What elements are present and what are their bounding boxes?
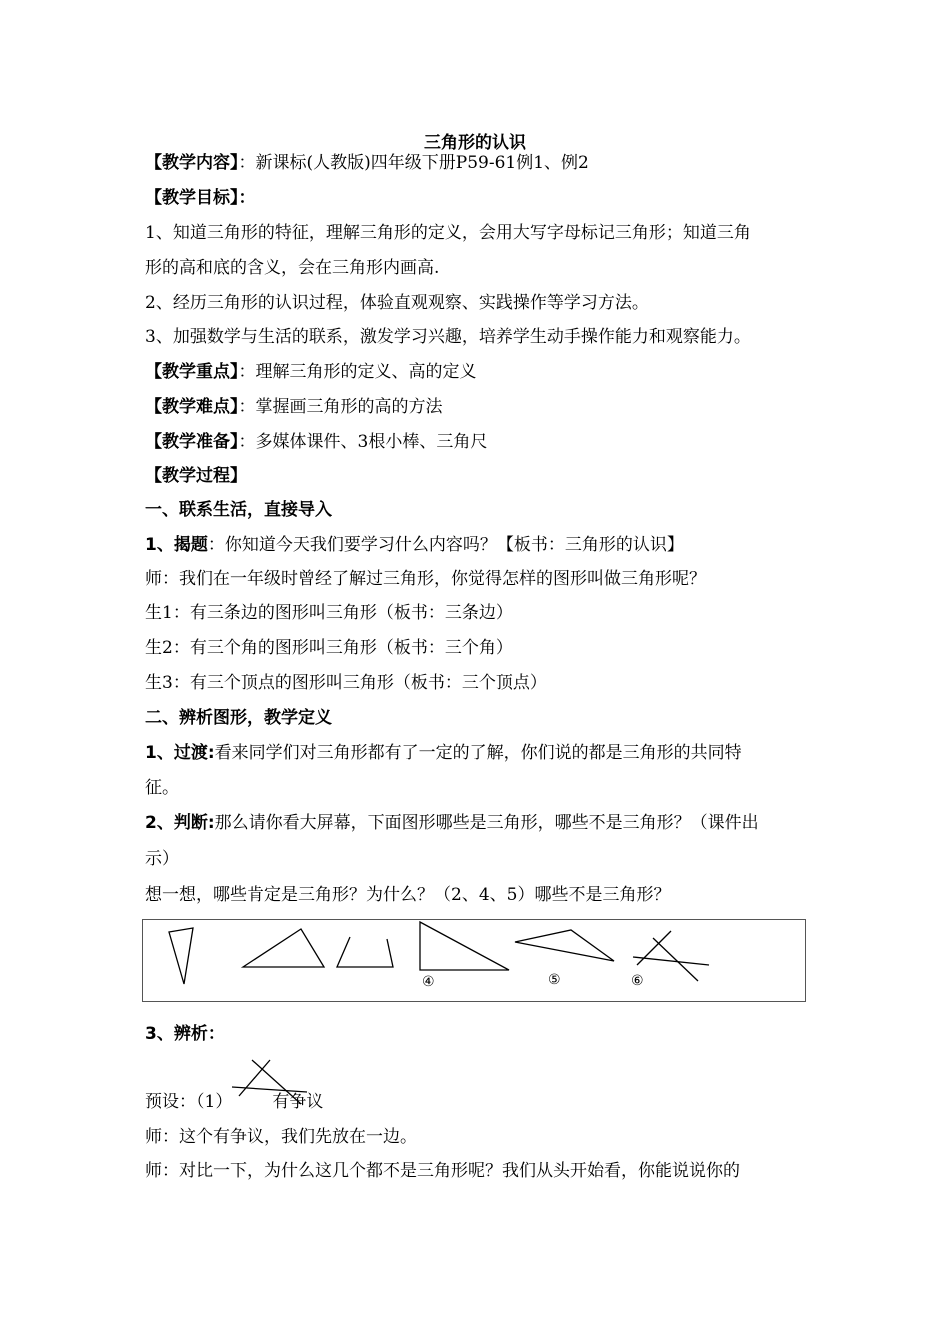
section-2-heading: 二、辨析图形，教学定义	[145, 708, 332, 728]
teaching-process-heading: 【教学过程】	[145, 466, 247, 486]
preset-paren: ）	[215, 1092, 233, 1112]
goal-item-1-cont: 形的高和底的含义，会在三角形内画高.	[145, 258, 440, 278]
teaching-content-label: 【教学内容】	[145, 153, 239, 173]
think-question: 想一想，哪些肯定是三角形？为什么？（2、4、5）哪些不是三角形？	[145, 885, 671, 905]
reveal-topic-label: 1、揭题	[145, 535, 208, 555]
shape-5-obtuse-triangle	[515, 930, 614, 961]
teaching-goals-heading	[145, 187, 256, 209]
teaching-prep	[145, 431, 487, 453]
teaching-focus	[145, 361, 477, 383]
teaching-difficulty	[145, 396, 443, 418]
teaching-goals-colon: ：	[238, 188, 256, 208]
transition-text: 看来同学们对三角形都有了一定的了解，你们说的都是三角形的共同特	[214, 743, 742, 763]
figure-label-6: ⑥	[631, 973, 644, 989]
preset-suffix: 有争议	[272, 1092, 324, 1112]
teaching-content-text: ：新课标(人教版)四年级下册P59-61例1、例2	[238, 153, 589, 173]
teaching-content	[145, 152, 589, 174]
shape-1-narrow-triangle	[169, 928, 193, 984]
reveal-topic	[145, 534, 684, 556]
student-line-2: 生2：有三个角的图形叫三角形（板书：三个角）	[145, 638, 513, 658]
judge-line-cont: 示）	[145, 849, 179, 869]
student-line-1: 生1：有三条边的图形叫三角形（板书：三条边）	[145, 603, 513, 623]
teacher-line-3: 师：对比一下，为什么这几个都不是三角形呢？我们从头开始看，你能说说你的	[145, 1161, 740, 1181]
teaching-difficulty-label: 【教学难点】	[145, 397, 239, 417]
transition-line-cont: 征。	[145, 778, 179, 798]
goal-item-1: 1、知道三角形的特征，理解三角形的定义，会用大写字母标记三角形；知道三角	[145, 223, 751, 243]
teaching-focus-text: ：理解三角形的定义、高的定义	[238, 362, 477, 382]
teaching-difficulty-text: ：掌握画三角形的高的方法	[238, 397, 443, 417]
goal-item-2: 2、经历三角形的认识过程，体验直观观察、实践操作等学习方法。	[145, 293, 649, 313]
teaching-focus-label: 【教学重点】	[145, 362, 239, 382]
preset-line	[145, 1091, 323, 1113]
teacher-line-1: 师：我们在一年级时曾经了解过三角形，你觉得怎样的图形叫做三角形呢？	[145, 569, 706, 589]
figure-label-4: ④	[422, 974, 435, 990]
preset-prefix: 预设：（1	[145, 1092, 216, 1112]
judge-text: 那么请你看大屏幕，下面图形哪些是三角形，哪些不是三角形？（课件出	[214, 813, 759, 833]
shape-2-triangle	[243, 929, 324, 967]
student-line-3: 生3：有三个顶点的图形叫三角形（板书：三个顶点）	[145, 673, 547, 693]
shape-3-open-figure	[337, 937, 393, 967]
judge-line	[145, 812, 759, 834]
transition-label: 1、过渡:	[145, 743, 215, 763]
shapes-figure	[142, 919, 806, 1002]
figure-label-5: ⑤	[548, 972, 561, 988]
teaching-prep-text: ：多媒体课件、3根小棒、三角尺	[238, 432, 488, 452]
teacher-line-2: 师：这个有争议，我们先放在一边。	[145, 1127, 417, 1147]
section-1-heading: 一、联系生活，直接导入	[145, 500, 332, 520]
teaching-goals-label: 【教学目标】	[145, 188, 239, 208]
reveal-topic-text: ：你知道今天我们要学习什么内容吗？【板书：三角形的认识】	[207, 535, 684, 555]
analysis-heading: 3、辨析：	[145, 1024, 225, 1044]
teaching-prep-label: 【教学准备】	[145, 432, 239, 452]
transition-line	[145, 742, 742, 764]
page-title: 三角形的认识	[424, 133, 526, 153]
shape-4-right-triangle	[420, 922, 509, 970]
judge-label: 2、判断:	[145, 813, 215, 833]
shape-6-line-c	[633, 957, 709, 965]
goal-item-3: 3、加强数学与生活的联系，激发学习兴趣，培养学生动手操作能力和观察能力。	[145, 327, 751, 347]
